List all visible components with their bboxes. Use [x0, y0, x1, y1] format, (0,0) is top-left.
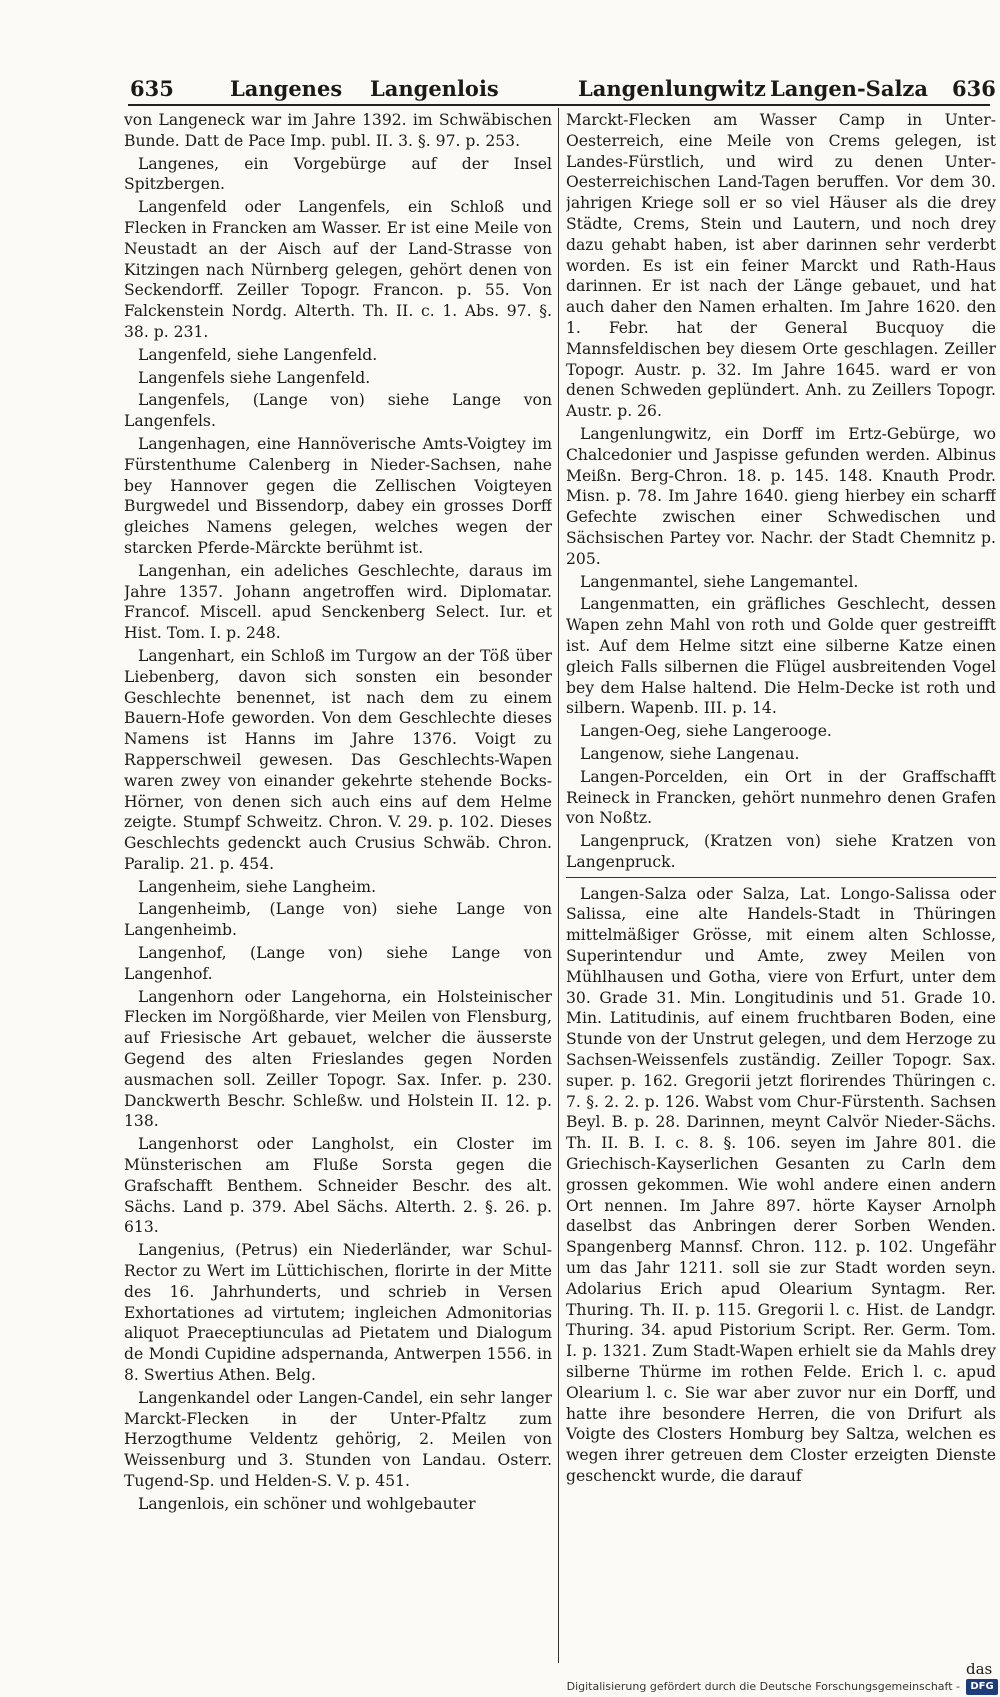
entry: Langenhan, ein adeliches Geschlechte, daraus im Jahre 1357. Johann angetroffen wird. Diplomatar. Francof. Miscell. apud Senckenberg Select. Iur. et Hist. Tom. I. p. 248.	[124, 561, 552, 643]
entry: Langenhagen, eine Hannöverische Amts-Voigtey im Fürstenthume Calenberg in Nieder-Sachsen, nahe bey Hannover gegen die Zellischen Voigteyen Burgwedel und Bissendorp, dabey ein grosses Dorff gleiches Namens gelegen, welches wegen der starcken Pferde-Märckte berühmt ist.	[124, 434, 552, 557]
entry: Langenheimb, (Lange von) siehe Lange von Langenheimb.	[124, 900, 552, 940]
running-head-left-1: Langenes	[230, 76, 343, 101]
entry: Langenkandel oder Langen-Candel, ein sehr langer Marckt-Flecken in der Unter-Pfaltz zum Herzogthume Veldentz gehörig, 2. Meilen von Weissenburg und 3. Stunden von Landau. Osterr. Tugend-Sp. und Helden-S. V. p. 451.	[124, 1388, 552, 1490]
entry: Langenhorn oder Langehorna, ein Holsteinischer Flecken im Norgößharde, vier Meilen von Flensburg, auf Friesische Art gebauet, welcher die äusserste Gegend des alten Frieslandes gegen Norden ausmachen soll. Zeiller Topogr. Sax. Infer. p. 230. Danckwerth Beschr. Schleßw. und Holstein II. 12. p. 138.	[124, 987, 552, 1131]
entry: Langenheim, siehe Langheim.	[138, 877, 377, 896]
running-head-left-2: Langenlois	[370, 76, 499, 101]
entry: Langenow, siehe Langenau.	[580, 744, 800, 763]
entry: Langenhof, (Lange von) siehe Lange von Langenhof.	[124, 944, 552, 983]
catchword: das	[966, 1660, 993, 1678]
entry: Langen-Oeg, siehe Langerooge.	[580, 722, 832, 741]
entry: Langenfeld, siehe Langenfeld.	[138, 345, 378, 364]
running-head-right-1: Langenlungwitz	[578, 76, 766, 101]
entry: Langenhorst oder Langholst, ein Closter im Münsterischen am Fluße Sorsta gegen die Grafschafft Benthem. Schneider Beschr. des alt. Sächs. Land p. 379. Abel Sächs. Alterth. 2. §. 26. p. 613.	[124, 1135, 552, 1237]
entry: von Langeneck war im Jahre 1392. im Schwäbischen Bunde. Datt de Pace Imp. publ. II. 3. §. 97. p. 253.	[124, 111, 552, 150]
entry: Langenlois, ein schöner und wohlgebauter	[138, 1494, 476, 1513]
entry: Langenfels siehe Langenfeld.	[138, 368, 371, 387]
entry: Langenfeld oder Langenfels, ein Schloß und Flecken in Francken am Wasser. Er ist eine Meile von Neustadt an der Aisch auf der Land-Strasse von Kitzingen nach Nürnberg gelegen, gehört denen von Seckendorff. Zeiller Topogr. Francon. p. 55. Von Falckenstein Nordg. Alterth. Th. II. c. 1. Abs. 97. §. 38. p. 231.	[124, 198, 552, 341]
entry: Langenpruck, (Kratzen von) siehe Kratzen von Langenpruck.	[566, 832, 996, 871]
header-rule	[128, 104, 990, 106]
entry: Marckt-Flecken am Wasser Camp in Unter-Oesterreich, eine Meile von Crems gelegen, ist Landes-Fürstlich, und wird zu denen Unter-Oesterreichischen Land-Tagen beruffen. Vor dem 30. jahrigen Kriege soll er so viel Häuser als die drey Städte, Crems, Stein und Lautern, und noch drey dazu gehabt haben, ist aber darinnen sehr verderbt worden. Es ist ein feiner Marckt und Rath-Haus darinnen. Er ist nach der Länge gebauet, und hat auch daher den Namen erhalten. Im Jahre 1620. den 1. Febr. hat der General Bucquoy die Mannsfeldischen bey diesem Orte geschlagen. Zeiller Topogr. Austr. p. 32. Im Jahre 1645. ward er von denen Schweden geplündert. Anh. zu Zeillers Topogr. Austr. p. 26.	[566, 111, 996, 421]
credit-text: Digitalisierung gefördert durch die Deutsche Forschungsgemeinschaft -	[566, 1680, 960, 1693]
entry: Langen-Porcelden, ein Ort in der Graffschafft Reineck in Francken, gehört nunmehro denen Grafen von Noßtz.	[566, 767, 996, 828]
column-divider	[558, 108, 559, 1663]
section-rule	[566, 877, 996, 878]
page-header	[130, 68, 996, 108]
entry: Langenmantel, siehe Langemantel.	[580, 572, 859, 591]
entry: Langenhart, ein Schloß im Turgow an der Töß über Liebenberg, davon sich sonsten ein besonder Geschlechte benennet, ist nach dem zu einem Bauern-Hofe geworden. Von dem Geschlechte dieses Namens ist Hanns im Jahre 1376. Voigt zu Rapperschweil gewesen. Das Geschlechts-Wapen waren zwey von einander gekehrte stehende Bocks-Hörner, von denen sich auch eins auf dem Helme zeigte. Stumpf Schweitz. Chron. V. 29. p. 102. Dieses Geschlechts gedenckt auch Crusius Schwäb. Chron. Paralip. 21. p. 454.	[124, 646, 552, 873]
entry: Langenfels, (Lange von) siehe Lange von Langenfels.	[124, 391, 552, 431]
entry: Langen-Salza oder Salza, Lat. Longo-Salissa oder Salissa, eine alte Handels-Stadt in Thüringen mittelmäßiger Grösse, mit einem alten Schlosse, Superintendur und Amte, zwey Meilen von Mühlhausen und Gotha, viere von Erfurt, unter dem 30. Grade 31. Min. Longitudinis und 51. Grade 10. Min. Latitudinis, auf einem fruchtbaren Boden, eine Stunde von der Unstrut gelegen, und dem Herzoge zu Sachsen-Weissenfels zuständig. Zeiller Topogr. Sax. super. p. 162. Gregorii jetzt florirendes Thüringen c. 7. §. 2. 2. p. 126. Wabst vom Chur-Fürstenth. Sachsen Beyl. B. p. 28. Darinnen, meynt Calvör Nieder-Sächs. Th. II. B. I. c. 8. §. 106. seyen im Jahre 801. die Griechisch-Kayserlichen Gesanten zu Carln dem grossen gekommen. Wie wohl andere einen andern Ort nennen. Im Jahre 897. hörte Kayser Arnolph daselbst das Anbringen derer Sorben Wenden. Spangenberg Mannsf. Chron. 112. p. 102. Ungefähr um das Jahr 1211. soll sie zur Stadt worden seyn. Adolarius Erich apud Olearium Syntagm. Rer. Thuring. Th. II. p. 115. Gregorii l. c. Hist. de Landgr. Thuring. 34. apud Pistorium Script. Rer. Germ. Tom. I. p. 1321. Zum Stadt-Wapen erhielt sie da Mahls drey silberne Thürme im rothen Felde. Erich l. c. apud Olearium l. c. Sie war aber zuvor nur ein Dorff, und hatte ihre besondere Herren, die von Drifurt als Voigte des Closters Homburg bey Saltza, welchen es wegen ihrer getreuen dem Closter erzeigten Dienste geschenckt wurde, die darauf	[566, 884, 996, 1485]
entry: Langenes, ein Vorgebürge auf der Insel Spitzbergen.	[124, 154, 552, 194]
left-column	[124, 110, 552, 1660]
entry: Langenlungwitz, ein Dorff im Ertz-Gebürge, wo Chalcedonier und Jaspisse gefunden werden. Albinus Meißn. Berg-Chron. 18. p. 145. 148. Knauth Prodr. Misn. p. 78. Im Jahre 1640. gieng hierbey ein scharff Gefechte zwischen einer Schwedischen und Sächsischen Partey vor. Nachr. der Stadt Chemnitz p. 205.	[566, 424, 996, 568]
entry: Langenius, (Petrus) ein Niederländer, war Schul-Rector zu Wert im Lüttichischen, florirte in der Mitte des 16. Jahrhunderts, und schrieb in Versen Exhortationes ad virtutem; ingleichen Admonitorias aliquot Praeceptiunculas ad Pietatem und Dialogum de Mondi Cupidine adspernanda, Antwerpen 1556. in 8. Swertius Athen. Belg.	[124, 1241, 552, 1385]
entry: Langenmatten, ein gräfliches Geschlecht, dessen Wapen zehn Mahl von roth und Golde quer gestreifft ist. Auf dem Helme sitzt eine silberne Katze einen gleich Falls silbernen die Flügel ausbreitenden Vogel bey dem Halse haltend. Die Helm-Decke ist roth und silbern. Wapenb. III. p. 14.	[566, 595, 996, 718]
dfg-logo-icon: DFG	[966, 1679, 998, 1695]
right-column	[566, 110, 996, 1660]
page-number-right: 636	[952, 76, 996, 101]
page-number-left: 635	[130, 76, 174, 101]
running-head-right-2: Langen-Salza	[770, 76, 928, 101]
digitization-credit	[566, 1677, 1000, 1697]
